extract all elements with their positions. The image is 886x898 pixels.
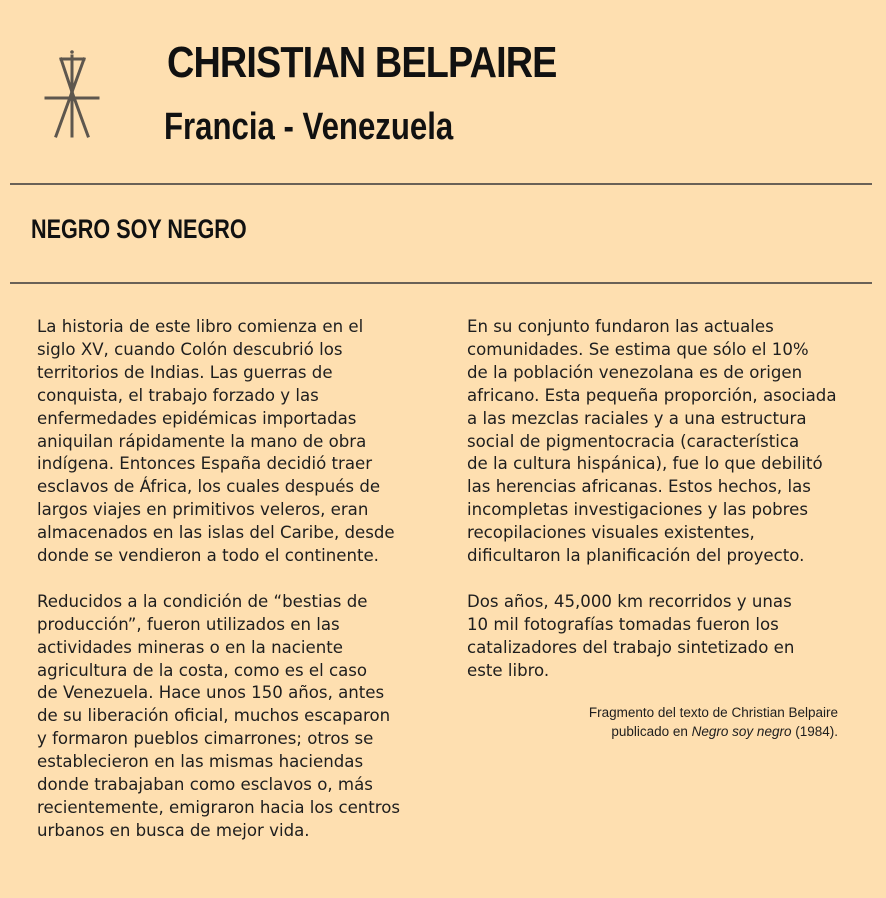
caption-book-title: Negro soy negro: [691, 724, 792, 739]
book-title: NEGRO SOY NEGRO: [31, 214, 247, 244]
left-text-column: [37, 316, 417, 866]
caption-suffix: (1984).: [791, 724, 838, 739]
paragraph: La historia de este libro comienza en el siglo XV, cuando Colón descubrió los territorios de Indias. Las guerras de conquista, el trabajo forzado y las enfermedades epidémicas importadas aniquilan rápidamente la mano de obra indígena. Entonces España decidió traer esclavos de África, los cuales después de largos viajes en primitivos veleros, eran almacenados en las islas del Caribe, desde donde se vendieron a todo el continente.: [37, 317, 395, 566]
easel-a-monogram-icon: [44, 48, 100, 140]
caption-prefix: publicado en: [611, 724, 692, 739]
paragraph: Reducidos a la condición de “bestias de producción”, fueron utilizados en las actividades mineras o en la naciente agricultura de la costa, como es el caso de Venezuela. Hace unos 150 años, antes de su liberación oficial, muchos escaparon y formaron pueblos cimarrones; otros se establecieron en las mismas haciendas donde trabajaban como esclavos o, más recientemente, emigraron hacia los centros urbanos en busca de mejor vida.: [37, 591, 401, 840]
paragraph: Dos años, 45,000 km recorridos y unas 10 mil fotografías tomadas fueron los catalizadores del trabajo sintetizado en este libro.: [467, 591, 795, 680]
artist-country: Francia - Venezuela: [164, 106, 454, 148]
section-divider: [10, 282, 872, 284]
source-caption: [589, 703, 838, 741]
artist-name: CHRISTIAN BELPAIRE: [167, 38, 557, 87]
caption-line: [589, 722, 838, 741]
caption-line: Fragmento del texto de Christian Belpaire: [588, 705, 838, 720]
right-text-column: [467, 316, 847, 705]
paragraph: En su conjunto fundaron las actuales comunidades. Se estima que sólo el 10% de la población venezolana es de origen africano. Esta pequeña proporción, asociada a las mezclas raciales y a una estructura social de pigmentocracia (característica de la cultura hispánica), fue lo que debilitó las herencias africanas. Estos hechos, las incompletas investigaciones y las pobres recopilaciones visuales existentes, dificultaron la planificación del proyecto.: [467, 317, 837, 566]
top-divider: [10, 183, 872, 185]
